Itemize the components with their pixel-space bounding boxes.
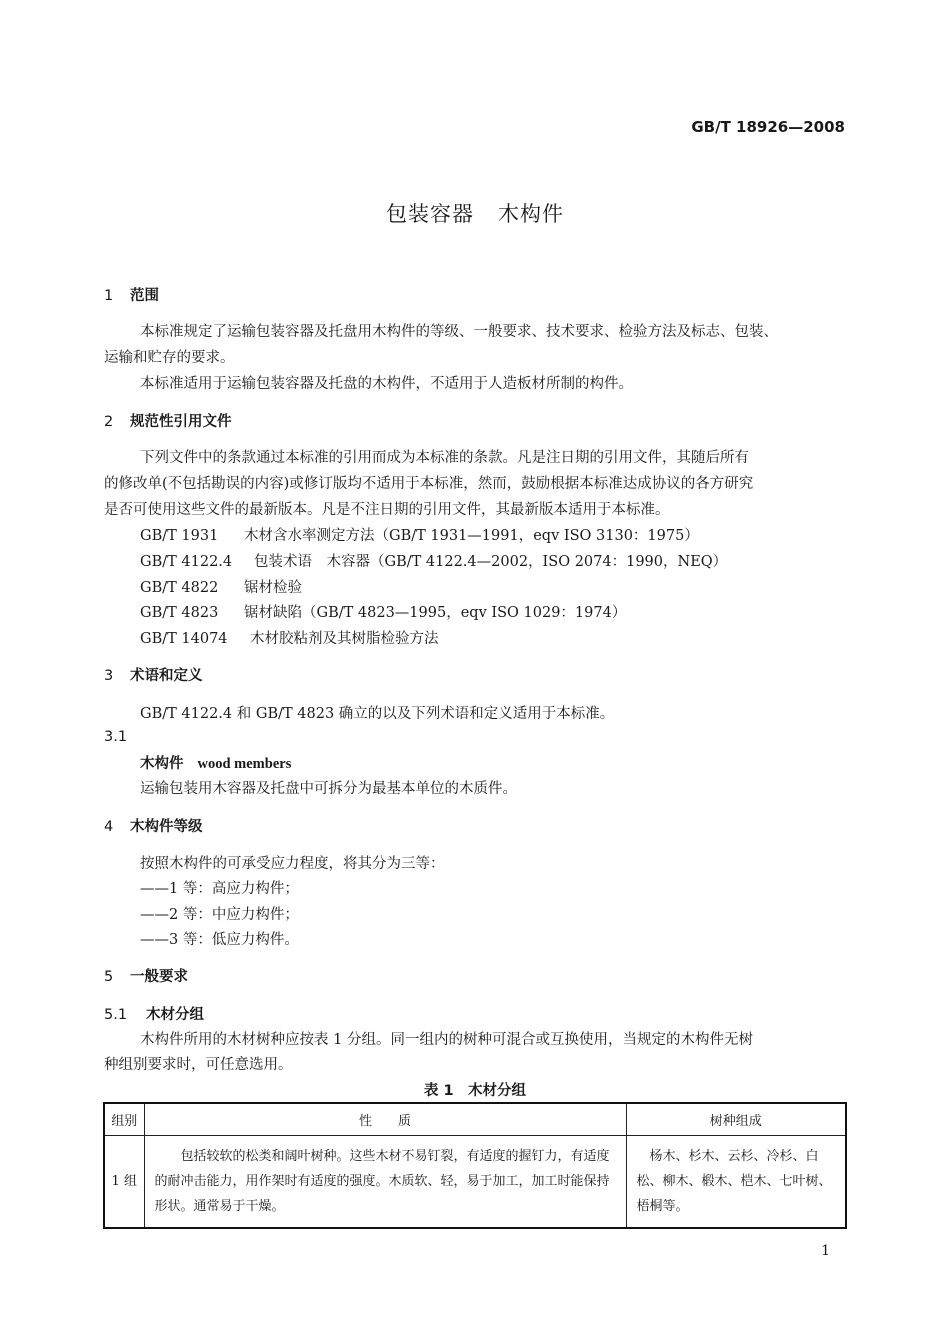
reference-text: 锯材检验: [244, 580, 302, 596]
cell-group: 1 组: [104, 1136, 144, 1229]
section-title: 一般要求: [130, 969, 188, 985]
s2-paragraph-line-3: 是否可使用这些文件的最新版本。凡是不注日期的引用文件，其最新版本适用于本标准。: [104, 502, 670, 518]
subsection-5-1-heading: [104, 1003, 204, 1024]
reference-item: [140, 524, 699, 545]
section-title: 范围: [130, 288, 159, 304]
reference-code: GB/T 14074: [140, 631, 228, 647]
section-title: 木构件等级: [130, 819, 203, 835]
subsection-3-1-number: 3.1: [104, 729, 128, 745]
reference-code: GB/T 1931: [140, 528, 219, 544]
s2-paragraph-line-1: 下列文件中的条款通过本标准的引用而成为本标准的条款。凡是注日期的引用文件，其随后所有: [140, 450, 749, 466]
reference-text: 木材胶粘剂及其树脂检验方法: [250, 631, 439, 647]
term-chinese: 木构件: [140, 756, 184, 772]
section-2-heading: [104, 410, 232, 431]
section-number: 4: [104, 819, 114, 835]
reference-code: GB/T 4122.4: [140, 554, 233, 570]
table-1-caption: 表 1 木材分组: [423, 1083, 527, 1099]
term-english: wood members: [197, 756, 292, 772]
subsection-number: 5.1: [104, 1007, 128, 1023]
cell-property: 包括较软的松类和阔叶树种。这些木材不易钉裂，有适度的握钉力，有适度的耐冲击能力，用作架时有适度的强度。木质软、轻，易于加工，加工时能保持形状。通常易于干燥。: [144, 1136, 626, 1229]
section-title: 术语和定义: [130, 668, 203, 684]
title-part-1: 包装容器: [386, 202, 474, 226]
section-5-heading: [104, 965, 188, 986]
standard-number: GB/T 18926—2008: [691, 118, 845, 136]
section-number: 3: [104, 668, 114, 684]
table-row: [104, 1136, 846, 1229]
term-definition: 运输包装用木容器及托盘中可拆分为最基本单位的木质件。: [140, 781, 517, 797]
reference-item: [140, 627, 439, 648]
cell-species: 杨木、杉木、云杉、冷杉、白松、柳木、椴木、桤木、七叶树、梧桐等。: [626, 1136, 846, 1229]
reference-code: GB/T 4822: [140, 580, 219, 596]
grade-item-3: ——3 等：低应力构件。: [140, 932, 299, 948]
header-species: 树种组成: [626, 1103, 846, 1136]
section-number: 2: [104, 414, 114, 430]
table-1: [103, 1102, 847, 1229]
term-entry: [140, 752, 291, 773]
s1-paragraph-1-line-1: 本标准规定了运输包装容器及托盘用木构件的等级、一般要求、技术要求、检验方法及标志、包装、: [140, 324, 778, 340]
s1-paragraph-1-line-2: 运输和贮存的要求。: [104, 350, 235, 366]
document-title: [0, 198, 950, 228]
reference-text: 锯材缺陷（GB/T 4823—1995，eqv ISO 1029：1974）: [244, 605, 627, 621]
section-4-heading: [104, 815, 203, 836]
reference-text: 木材含水率测定方法（GB/T 1931—1991，eqv ISO 3130：1975）: [244, 528, 699, 544]
reference-item: [140, 601, 626, 622]
title-part-2: 木构件: [498, 202, 564, 226]
reference-item: [140, 550, 727, 571]
reference-text: 包装术语 木容器（GB/T 4122.4—2002，ISO 2074：1990，NEQ）: [254, 554, 728, 570]
s5-1-paragraph-line-1: 木构件所用的木材树种应按表 1 分组。同一组内的树种可混合或互换使用，当规定的木构件无树: [140, 1032, 753, 1048]
reference-code: GB/T 4823: [140, 605, 219, 621]
grade-item-1: ——1 等：高应力构件；: [140, 881, 299, 897]
subsection-title: 木材分组: [146, 1007, 204, 1023]
s5-1-paragraph-line-2: 种组别要求时，可任意选用。: [104, 1057, 293, 1073]
s4-paragraph: 按照木构件的可承受应力程度，将其分为三等：: [140, 856, 445, 872]
header-property: 性 质: [144, 1103, 626, 1136]
grade-item-2: ——2 等：中应力构件；: [140, 907, 299, 923]
page-number: 1: [821, 1243, 830, 1259]
s2-paragraph-line-2: 的修改单(不包括勘误的内容)或修订版均不适用于本标准，然而，鼓励根据本标准达成协议的各方研究: [104, 476, 754, 492]
header-group: 组别: [104, 1103, 144, 1136]
section-number: 1: [104, 288, 114, 304]
section-3-heading: [104, 664, 203, 685]
section-1-heading: [104, 284, 159, 305]
section-title: 规范性引用文件: [130, 414, 232, 430]
section-number: 5: [104, 969, 114, 985]
table-header-row: [104, 1103, 846, 1136]
s3-paragraph: GB/T 4122.4 和 GB/T 4823 确立的以及下列术语和定义适用于本标准。: [140, 706, 615, 722]
reference-item: [140, 576, 302, 597]
s1-paragraph-2: 本标准适用于运输包装容器及托盘的木构件，不适用于人造板材所制的构件。: [140, 376, 633, 392]
